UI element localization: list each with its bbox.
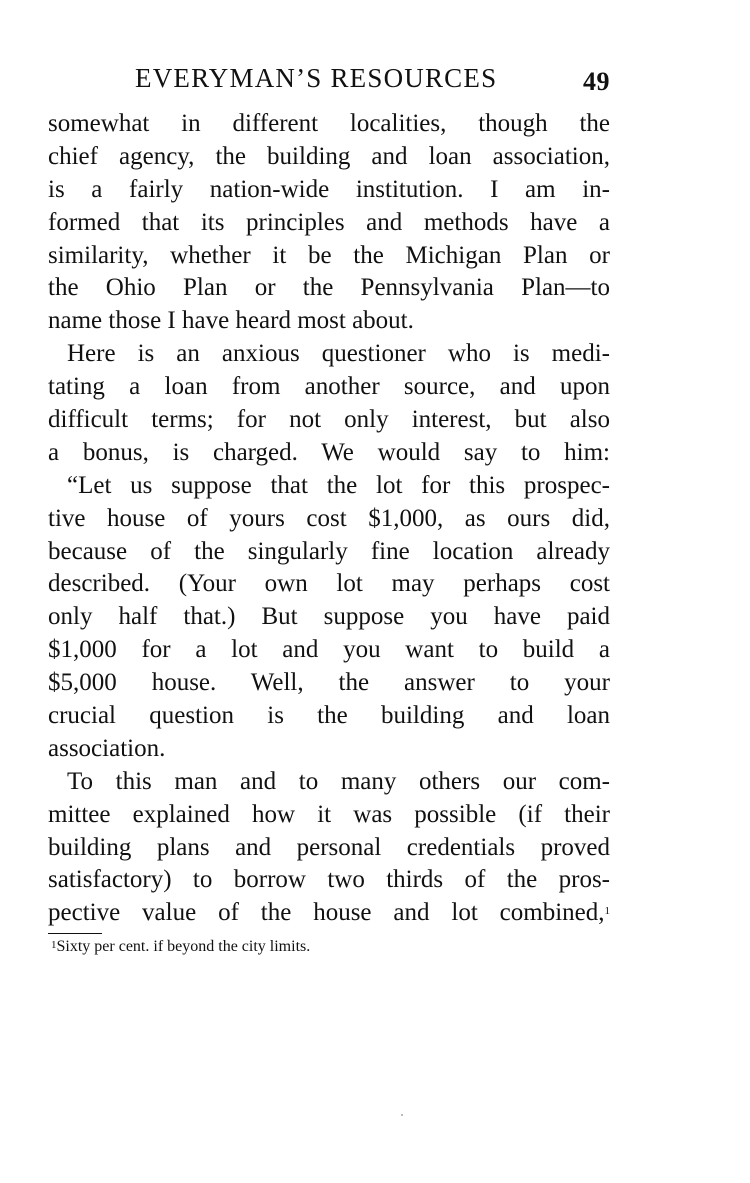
running-title: EVERYMAN’S RESOURCES (135, 63, 498, 93)
text-line: mittee explained how it was possible (if their (48, 800, 610, 828)
text-line: building plans and personal credentials proved (48, 833, 610, 861)
book-page (48, 58, 610, 957)
running-head (48, 58, 610, 98)
text-line: chief agency, the building and loan association, (48, 142, 610, 170)
scan-speck (401, 1114, 403, 1116)
paragraph-2 (48, 338, 610, 470)
text-line: described. (Your own lot may perhaps cost (48, 570, 610, 598)
text-line: “Let us suppose that the lot for this prospec- (67, 471, 610, 499)
text-line: pective value of the house and lot combined, (48, 899, 605, 927)
text-line: satisfactory) to borrow two thirds of the pros- (48, 866, 610, 894)
text-line: formed that its principles and methods have a (48, 208, 610, 236)
paragraph-3 (48, 470, 610, 766)
text-line: association. (48, 734, 166, 762)
footnote-text: Sixty per cent. if beyond the city limits. (56, 938, 311, 956)
paragraph-1 (48, 108, 610, 338)
text-line: tive house of yours cost $1,000, as ours did, (48, 504, 610, 532)
footnote-marker: 1 (51, 939, 57, 952)
text-line: is a fairly nation-wide institution. I am in- (48, 175, 610, 203)
text-line: only half that.) But suppose you have paid (48, 603, 610, 631)
paragraph-4 (48, 766, 610, 930)
footnote-reference: 1 (604, 905, 610, 918)
text-line: tating a loan from another source, and upon (48, 373, 610, 401)
text-line-with-footnote (48, 897, 610, 930)
footnote-rule (48, 933, 102, 934)
footnote (48, 937, 610, 957)
text-line: because of the singularly fine location already (48, 537, 610, 565)
text-line: the Ohio Plan or the Pennsylvania Plan—to (48, 274, 610, 302)
text-line: $1,000 for a lot and you want to build a (48, 636, 610, 664)
text-line: difficult terms; for not only interest, but also (48, 406, 610, 434)
text-line: crucial question is the building and loan (48, 702, 610, 730)
text-line: a bonus, is charged. We would say to him: (48, 438, 610, 466)
text-line: somewhat in different localities, though the (48, 110, 610, 137)
text-line: Here is an anxious questioner who is medi- (67, 340, 610, 368)
text-line: name those I have heard most about. (48, 307, 414, 335)
text-line: $5,000 house. Well, the answer to your (48, 669, 610, 697)
text-line: To this man and to many others our com- (67, 767, 610, 795)
page-number: 49 (583, 67, 610, 96)
text-line: similarity, whether it be the Michigan Plan or (48, 241, 610, 269)
